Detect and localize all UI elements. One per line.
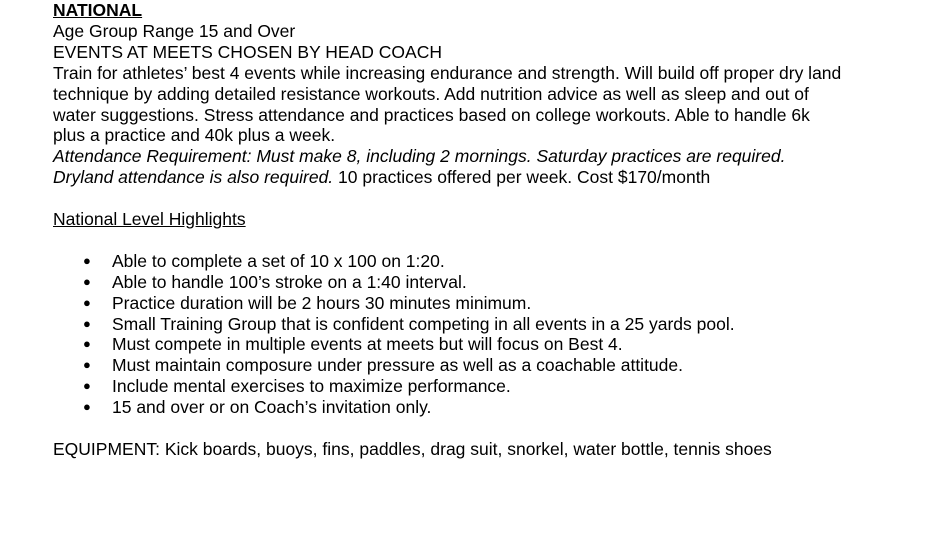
list-item: [53, 376, 913, 397]
blank-line: [53, 418, 913, 439]
list-item-text: Practice duration will be 2 hours 30 minutes minimum.: [112, 292, 532, 313]
list-item: [53, 334, 913, 355]
bullet-icon: ●: [83, 357, 91, 373]
bullet-icon: ●: [83, 273, 91, 289]
age-group-text: Age Group Range 15 and Over: [53, 20, 296, 41]
events-note-text: EVENTS AT MEETS CHOSEN BY HEAD COACH: [53, 41, 442, 62]
highlights-list: [53, 251, 913, 418]
document-body: [53, 0, 913, 460]
list-item: [53, 355, 913, 376]
bullet-icon: ●: [83, 294, 91, 310]
list-item: [53, 293, 913, 314]
list-item-text: Small Training Group that is confident competing in all events in a 25 yards pool.: [112, 313, 735, 334]
bullet-icon: ●: [83, 378, 91, 394]
equipment-text: EQUIPMENT: Kick boards, buoys, fins, paddles, drag suit, snorkel, water bottle, tennis shoes: [53, 438, 772, 459]
list-item-text: Able to handle 100’s stroke on a 1:40 interval.: [112, 271, 467, 292]
blank-line: [53, 230, 913, 251]
list-item-text: Must compete in multiple events at meets but will focus on Best 4.: [112, 334, 623, 355]
list-item-text: Include mental exercises to maximize performance.: [112, 376, 511, 397]
list-item: [53, 314, 913, 335]
blank-line: [53, 188, 913, 209]
attendance-requirement-text: Attendance Requirement: Must make 8, including 2 mornings. Saturday practices are required. Dryland attendance is also required.: [53, 146, 786, 188]
bullet-icon: ●: [83, 252, 91, 268]
list-item: [53, 397, 913, 418]
list-item-text: Able to complete a set of 10 x 100 on 1:20.: [112, 250, 445, 271]
list-item: [53, 251, 913, 272]
list-item-text: Must maintain composure under pressure as well as a coachable attitude.: [112, 355, 683, 376]
section-title: NATIONAL: [53, 0, 143, 20]
list-item-text: 15 and over or on Coach’s invitation only.: [112, 397, 432, 418]
highlights-heading: National Level Highlights: [53, 209, 246, 230]
bullet-icon: ●: [83, 399, 91, 415]
description-paragraph: Train for athletes’ best 4 events while increasing endurance and strength. Will build off proper dry land technique by adding detailed resistance workouts. Add nutrition advice as well as sleep and out of water suggestions. Stress attendance and practices based on college workouts. Able to handle 6k plus a practice and 40k plus a week.: [53, 62, 842, 146]
bullet-icon: ●: [83, 336, 91, 352]
practices-cost-text: 10 practices offered per week. Cost $170/month: [333, 167, 711, 188]
list-item: [53, 272, 913, 293]
attendance-paragraph: [53, 146, 843, 188]
bullet-icon: ●: [83, 315, 91, 331]
